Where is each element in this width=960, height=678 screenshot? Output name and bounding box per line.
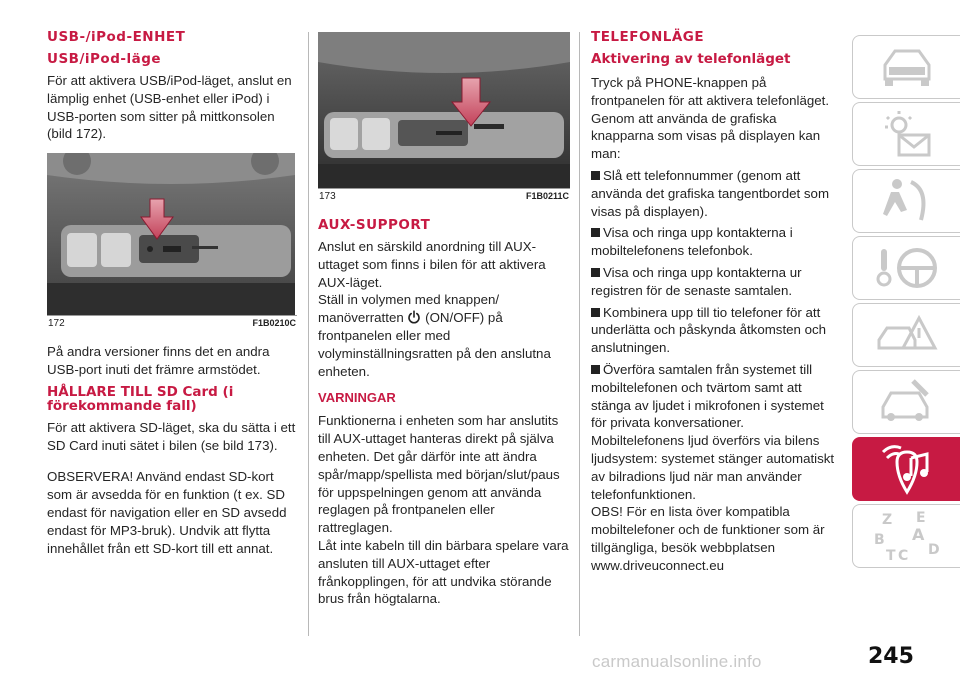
paragraph: Tryck på PHONE-knappen på frontpanelen för att aktivera telefonläget. <box>591 75 830 108</box>
paragraph: Genom att använda de grafiska knapparna som visas på displayen kan man: <box>591 110 821 162</box>
paragraph: OBS! För en lista över kompatibla mobiltelefoner och de funktioner som är tillgängliga, besök webbplatsen www.driveuconnect.eu <box>591 504 825 573</box>
car-dashboard-icon <box>877 45 937 89</box>
figure-caption <box>318 188 570 202</box>
airbag-person-icon <box>877 176 937 226</box>
list-item-text: Slå ett telefonnummer (genom att använda det grafiska tangentbordet som visas på displayen). <box>591 167 830 219</box>
index-letter: B <box>873 532 885 548</box>
paragraph: För att aktivera SD-läget, ska du sätta i ett SD Card inuti sätet i bilen (se bild 173). <box>47 419 296 453</box>
warning-heading: VARNINGAR <box>318 390 396 406</box>
paragraph: På andra versioner finns det en andra USB-port inuti det främre armstödet. <box>47 344 270 377</box>
checkbox-bullet-icon <box>591 228 600 237</box>
page-number: 245 <box>868 644 914 669</box>
checkbox-bullet-icon <box>591 268 600 277</box>
figure-number: 172 <box>48 318 65 330</box>
paragraph: För att aktivera USB/iPod-läget, anslut en lämplig enhet (USB-enhet eller iPod) i USB-porten som sitter på mittkonsolen (bild 172). <box>47 73 292 142</box>
section-heading: AUX-SUPPORT <box>318 217 431 233</box>
tab-car-dashboard[interactable] <box>852 35 960 99</box>
figure-number: 173 <box>319 191 336 202</box>
figure-caption <box>47 315 297 329</box>
column-divider <box>579 32 580 636</box>
index-letter: D <box>927 542 940 558</box>
section-heading: TELEFONLÄGE <box>591 29 705 45</box>
paragraph: Funktionerna i enheten som har anslutits till AUX-uttaget hanteras direkt på själva enheten. Det går därför inte att ändra spår/mapp/spellista med början/slut/paus för uppspelningen genom att använda reglagen på frontpanelen eller rattreglagen. <box>318 413 560 536</box>
list-item-text: Kombinera upp till tio telefoner för att underlätta och påskynda åtkomsten och anslutningen. <box>591 304 827 356</box>
paragraph: Mobiltelefonens ljud överförs via bilens ljudsystem: systemet stänger automatiskt av bilradions ljud när man använder telefonfunktionen. <box>591 433 835 502</box>
figure-172-image <box>47 153 295 315</box>
index-letter: E <box>915 510 926 526</box>
steering-wheel-icon <box>875 243 939 293</box>
tab-emergency[interactable] <box>852 303 960 367</box>
column-divider <box>308 32 309 636</box>
car-breakdown-icon <box>875 310 939 360</box>
list-item <box>591 304 841 357</box>
list-item-text: Visa och ringa upp kontakterna i mobiltelefonens telefonbok. <box>591 225 793 259</box>
paragraph: OBSERVERA! Använd endast SD-kort som är avsedda för en funktion (t ex. SD endast för navigation eller en SD avsedd endast för MP3-bruk). Undvik att flytta innehållet från ett SD-kort till ett annat. <box>47 469 287 556</box>
tab-maintenance[interactable] <box>852 370 960 434</box>
car-maintenance-icon <box>877 377 937 427</box>
checkbox-bullet-icon <box>591 308 600 317</box>
list-item <box>591 361 841 432</box>
section-heading: HÅLLARE TILL SD Card (i förekommande fall) <box>47 383 234 414</box>
checkbox-bullet-icon <box>591 171 600 180</box>
column-2 <box>318 32 570 608</box>
column-3 <box>591 28 841 575</box>
paragraph-part: Ställ in volymen med knappen/ manöverratten <box>318 292 500 326</box>
section-heading: USB-/iPod-ENHET <box>47 29 186 45</box>
index-letter: T <box>885 548 896 564</box>
subsection-heading: Aktivering av telefonläget <box>591 51 791 67</box>
tab-driving[interactable] <box>852 236 960 300</box>
figure-code: F1B0211C <box>525 191 569 201</box>
paragraph: Anslut en särskild anordning till AUX-uttaget som finns i bilen för att aktivera AUX-läget. <box>318 239 546 290</box>
column-1 <box>47 28 297 557</box>
watermark: carmanualsonline.info <box>592 652 762 671</box>
subsection-heading: USB/iPod-läge <box>47 51 162 67</box>
index-letters-icon <box>872 508 942 564</box>
index-letter: A <box>911 525 924 544</box>
list-item <box>591 224 841 260</box>
list-item <box>591 167 841 220</box>
list-item <box>591 264 841 300</box>
power-icon <box>407 310 421 324</box>
chapter-tabs <box>852 35 960 571</box>
paragraph: Låt inte kabeln till din bärbara spelare vara ansluten till AUX-uttaget efter frånkopplingen, för att undvika störande brus från högtalarna. <box>318 537 569 607</box>
checkbox-bullet-icon <box>591 365 600 374</box>
multimedia-icon <box>877 442 937 496</box>
tab-warning-lights[interactable] <box>852 102 960 166</box>
tab-multimedia[interactable] <box>852 437 960 501</box>
warning-lights-icon <box>877 109 937 159</box>
list-item-text: Överföra samtalen från systemet till mobiltelefonen och tvärtom samt att stänga av ljudet i mikrofonen i systemet för privata konversationer. <box>591 361 824 431</box>
figure-173-image <box>318 32 570 188</box>
figure-code: F1B0210C <box>252 318 296 329</box>
paragraph-part: (ON/OFF) på frontpanelen eller med volyminställningsratten på den anslutna enheten. <box>318 310 551 379</box>
paragraph <box>318 291 570 380</box>
index-letter: Z <box>881 512 892 528</box>
tab-index[interactable] <box>852 504 960 568</box>
list-item-text: Visa och ringa upp kontakterna ur registren för de senaste samtalen. <box>591 264 802 298</box>
tab-airbag-safety[interactable] <box>852 169 960 233</box>
index-letter: C <box>897 548 908 564</box>
